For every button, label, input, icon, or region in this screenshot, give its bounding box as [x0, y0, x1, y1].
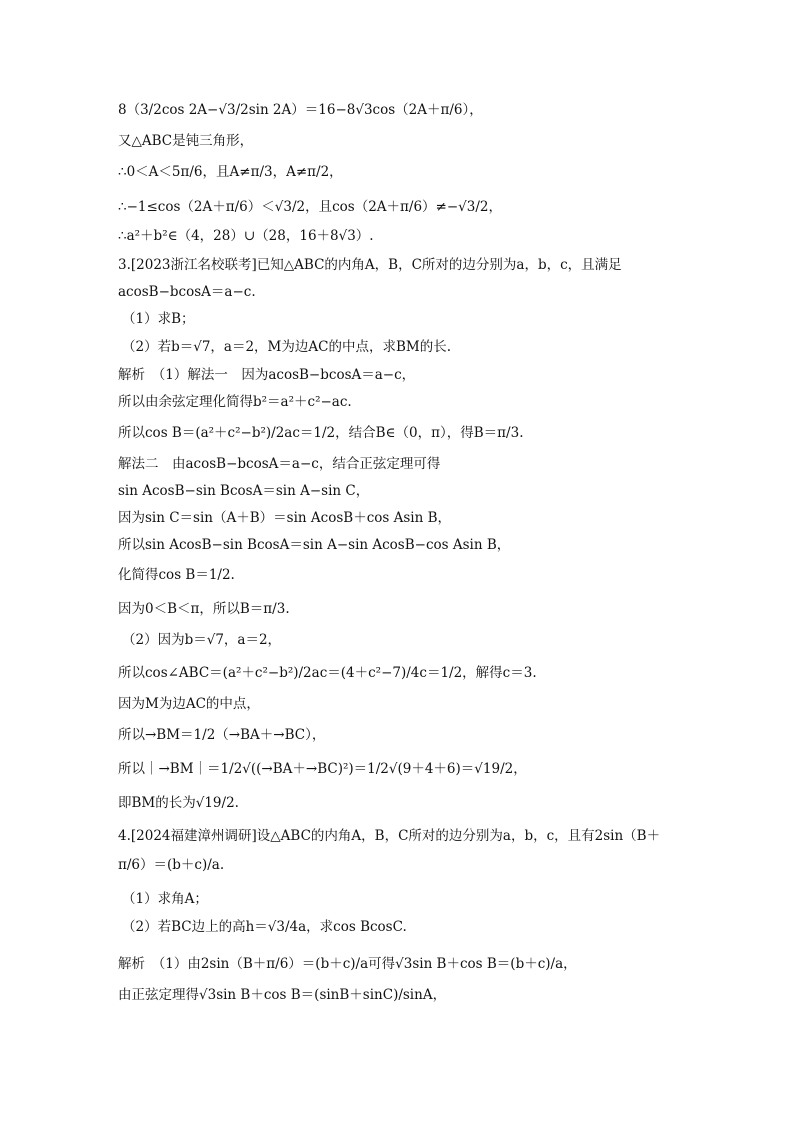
- sub-question: （2）若BC边上的高h＝√3/4a，求cos BcosC.: [122, 919, 407, 935]
- sub-question: （1）求B；: [122, 311, 195, 327]
- text-line: ∴−1≤cos（2A＋π/6）＜√3/2，且cos（2A＋π/6）≠−√3/2，: [118, 199, 503, 215]
- text-line: 所以由余弦定理化简得b²＝a²＋c²−ac.: [118, 394, 352, 410]
- text-line: 所以→BM＝1/2（→BA＋→BC），: [118, 727, 326, 743]
- text-line: 所以｜→BM｜＝1/2√((→BA＋→BC)²)＝1/2√(9＋4＋6)＝√19/2，: [118, 761, 527, 777]
- text-line: ∴0＜A＜5π/6，且A≠π/3，A≠π/2，: [118, 164, 343, 180]
- text-line: 化简得cos B＝1/2.: [118, 567, 235, 583]
- text-line: ∴a²＋b²∈（4，28）∪（28，16＋8√3）.: [118, 228, 374, 244]
- text-line: （2）因为b＝√7，a＝2，: [122, 632, 282, 648]
- text-line: 由正弦定理得√3sin B＋cos B＝(sinB＋sinC)/sinA，: [118, 987, 447, 1003]
- sub-question: （1）求角A；: [122, 891, 208, 907]
- sub-question: （2）若b＝√7，a＝2，M为边AC的中点，求BM的长.: [122, 339, 451, 355]
- question-3-heading: 3.[2023浙江名校联考]已知△ABC的内角A，B，C所对的边分别为a，b，c，且满足: [118, 257, 622, 273]
- text-line: 即BM的长为√19/2.: [118, 795, 239, 811]
- solution-label: 解析 （1）由2sin（B＋π/6）＝(b＋c)/a可得√3sin B＋cos B＝(b＋c)/a，: [118, 956, 577, 972]
- text-line: acosB−bcosA＝a−c.: [118, 284, 256, 300]
- text-line: 因为M为边AC的中点，: [118, 696, 260, 712]
- text-line: 又△ABC是钝三角形，: [118, 133, 254, 149]
- text-line: 所以sin AcosB−sin BcosA＝sin A−sin AcosB−cos Asin B，: [118, 537, 511, 553]
- text-line: 所以cos B＝(a²＋c²−b²)/2ac＝1/2，结合B∈（0，π），得B＝π/3.: [118, 425, 524, 441]
- text-line: 因为0＜B＜π，所以B＝π/3.: [118, 601, 290, 617]
- text-line: sin AcosB−sin BcosA＝sin A−sin C，: [118, 483, 370, 499]
- text-line: 因为sin C＝sin（A＋B）＝sin AcosB＋cos Asin B，: [118, 510, 451, 526]
- text-line: 所以cos∠ABC＝(a²＋c²−b²)/2ac＝(4＋c²−7)/4c＝1/2，解得c＝3.: [118, 665, 537, 681]
- text-line: 解法二 由acosB−bcosA＝a−c，结合正弦定理可得: [118, 456, 441, 472]
- question-4-heading: 4.[2024福建漳州调研]设△ABC的内角A，B，C所对的边分别为a，b，c，且有2sin（B＋: [118, 828, 661, 844]
- text-line: 8（3/2cos 2A−√3/2sin 2A）＝16−8√3cos（2A＋π/6），: [118, 102, 483, 118]
- text-line: π/6）＝(b＋c)/a.: [118, 857, 225, 873]
- solution-label: 解析 （1）解法一 因为acosB−bcosA＝a−c，: [118, 367, 416, 383]
